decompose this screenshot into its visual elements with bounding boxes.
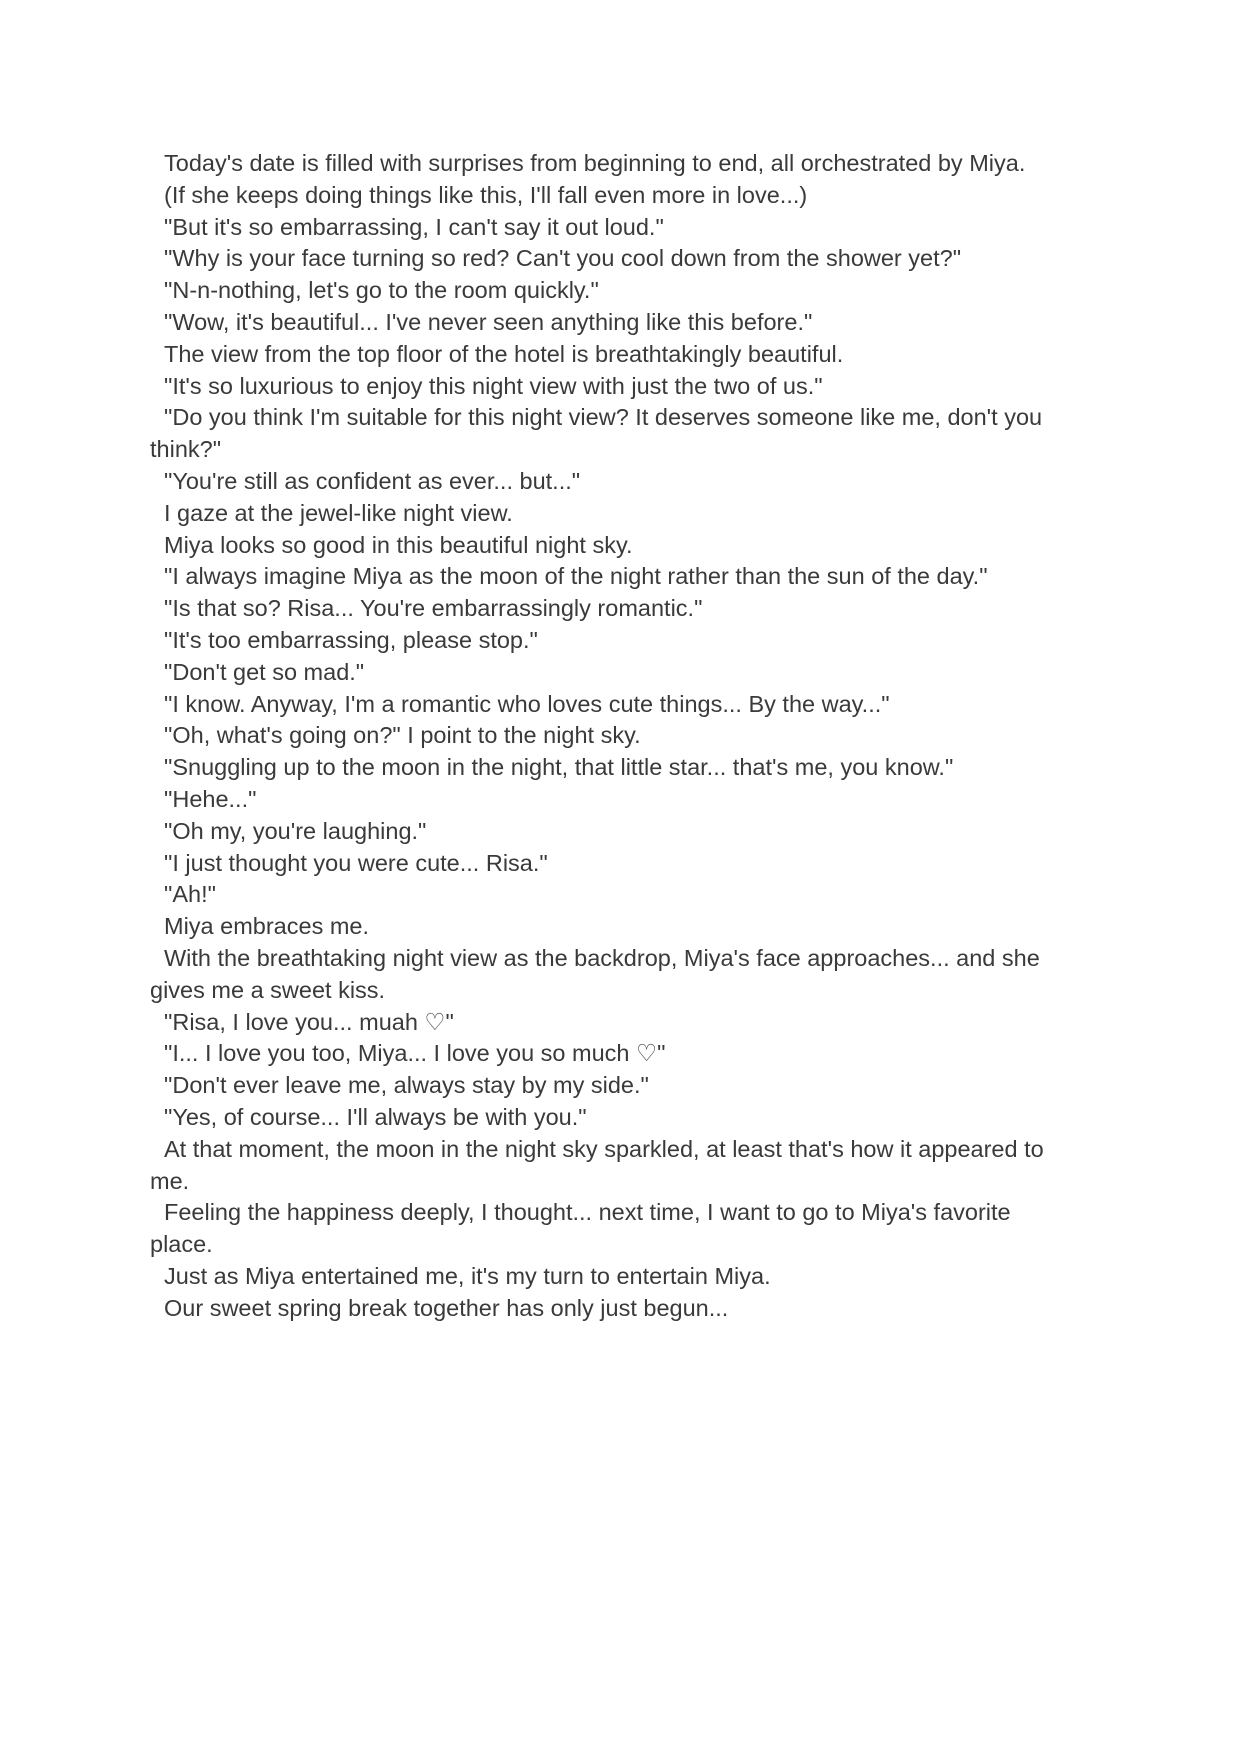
paragraph: "Yes, of course... I'll always be with you." [164, 1103, 587, 1130]
paragraph: Just as Miya entertained me, it's my turn to entertain Miya. [164, 1262, 771, 1289]
paragraph: I gaze at the jewel-like night view. [164, 499, 513, 526]
paragraph: "Wow, it's beautiful... I've never seen anything like this before." [164, 308, 813, 335]
paragraph: The view from the top floor of the hotel is breathtakingly beautiful. [164, 340, 844, 367]
paragraph: With the breathtaking night view as the backdrop, Miya's face approaches... and she gives me a sweet kiss. [150, 944, 1040, 1003]
paragraph: Feeling the happiness deeply, I thought... next time, I want to go to Miya's favorite place. [150, 1199, 1011, 1258]
paragraph: "It's so luxurious to enjoy this night view with just the two of us." [164, 372, 823, 399]
paragraph: "You're still as confident as ever... but..." [164, 467, 581, 494]
paragraph: "N-n-nothing, let's go to the room quickly." [164, 277, 599, 304]
paragraph: "Snuggling up to the moon in the night, that little star... that's me, you know." [164, 754, 954, 781]
paragraph: "Ah!" [164, 881, 216, 908]
paragraph: "Don't get so mad." [164, 658, 365, 685]
paragraph: Miya embraces me. [164, 913, 370, 940]
paragraph: "But it's so embarrassing, I can't say it out loud." [164, 213, 664, 240]
paragraph: Miya looks so good in this beautiful night sky. [164, 531, 633, 558]
paragraph: Today's date is filled with surprises from beginning to end, all orchestrated by Miya. [164, 150, 1026, 176]
paragraph: (If she keeps doing things like this, I'll fall even more in love...) [164, 181, 808, 208]
paragraph: "I just thought you were cute... Risa." [164, 849, 548, 876]
paragraph: "Oh my, you're laughing." [164, 817, 427, 844]
paragraph: "It's too embarrassing, please stop." [164, 626, 538, 653]
paragraph: "Is that so? Risa... You're embarrassingly romantic." [164, 595, 703, 622]
paragraph: Our sweet spring break together has only just begun... [164, 1294, 729, 1321]
paragraph: "I... I love you too, Miya... I love you so much ♡" [164, 1040, 666, 1067]
story-text [150, 148, 1070, 1324]
paragraph: "Hehe..." [164, 785, 257, 812]
paragraph: "Don't ever leave me, always stay by my side." [164, 1072, 649, 1099]
paragraph: "Risa, I love you... muah ♡" [164, 1008, 454, 1035]
paragraph: "Why is your face turning so red? Can't you cool down from the shower yet?" [164, 245, 962, 272]
paragraph: At that moment, the moon in the night sky sparkled, at least that's how it appeared to me. [150, 1135, 1044, 1194]
paragraph: "I always imagine Miya as the moon of the night rather than the sun of the day." [164, 563, 988, 590]
paragraph: "Oh, what's going on?" I point to the night sky. [164, 722, 641, 749]
paragraph: "I know. Anyway, I'm a romantic who loves cute things... By the way..." [164, 690, 890, 717]
paragraph: "Do you think I'm suitable for this night view? It deserves someone like me, don't you think?" [150, 404, 1043, 463]
